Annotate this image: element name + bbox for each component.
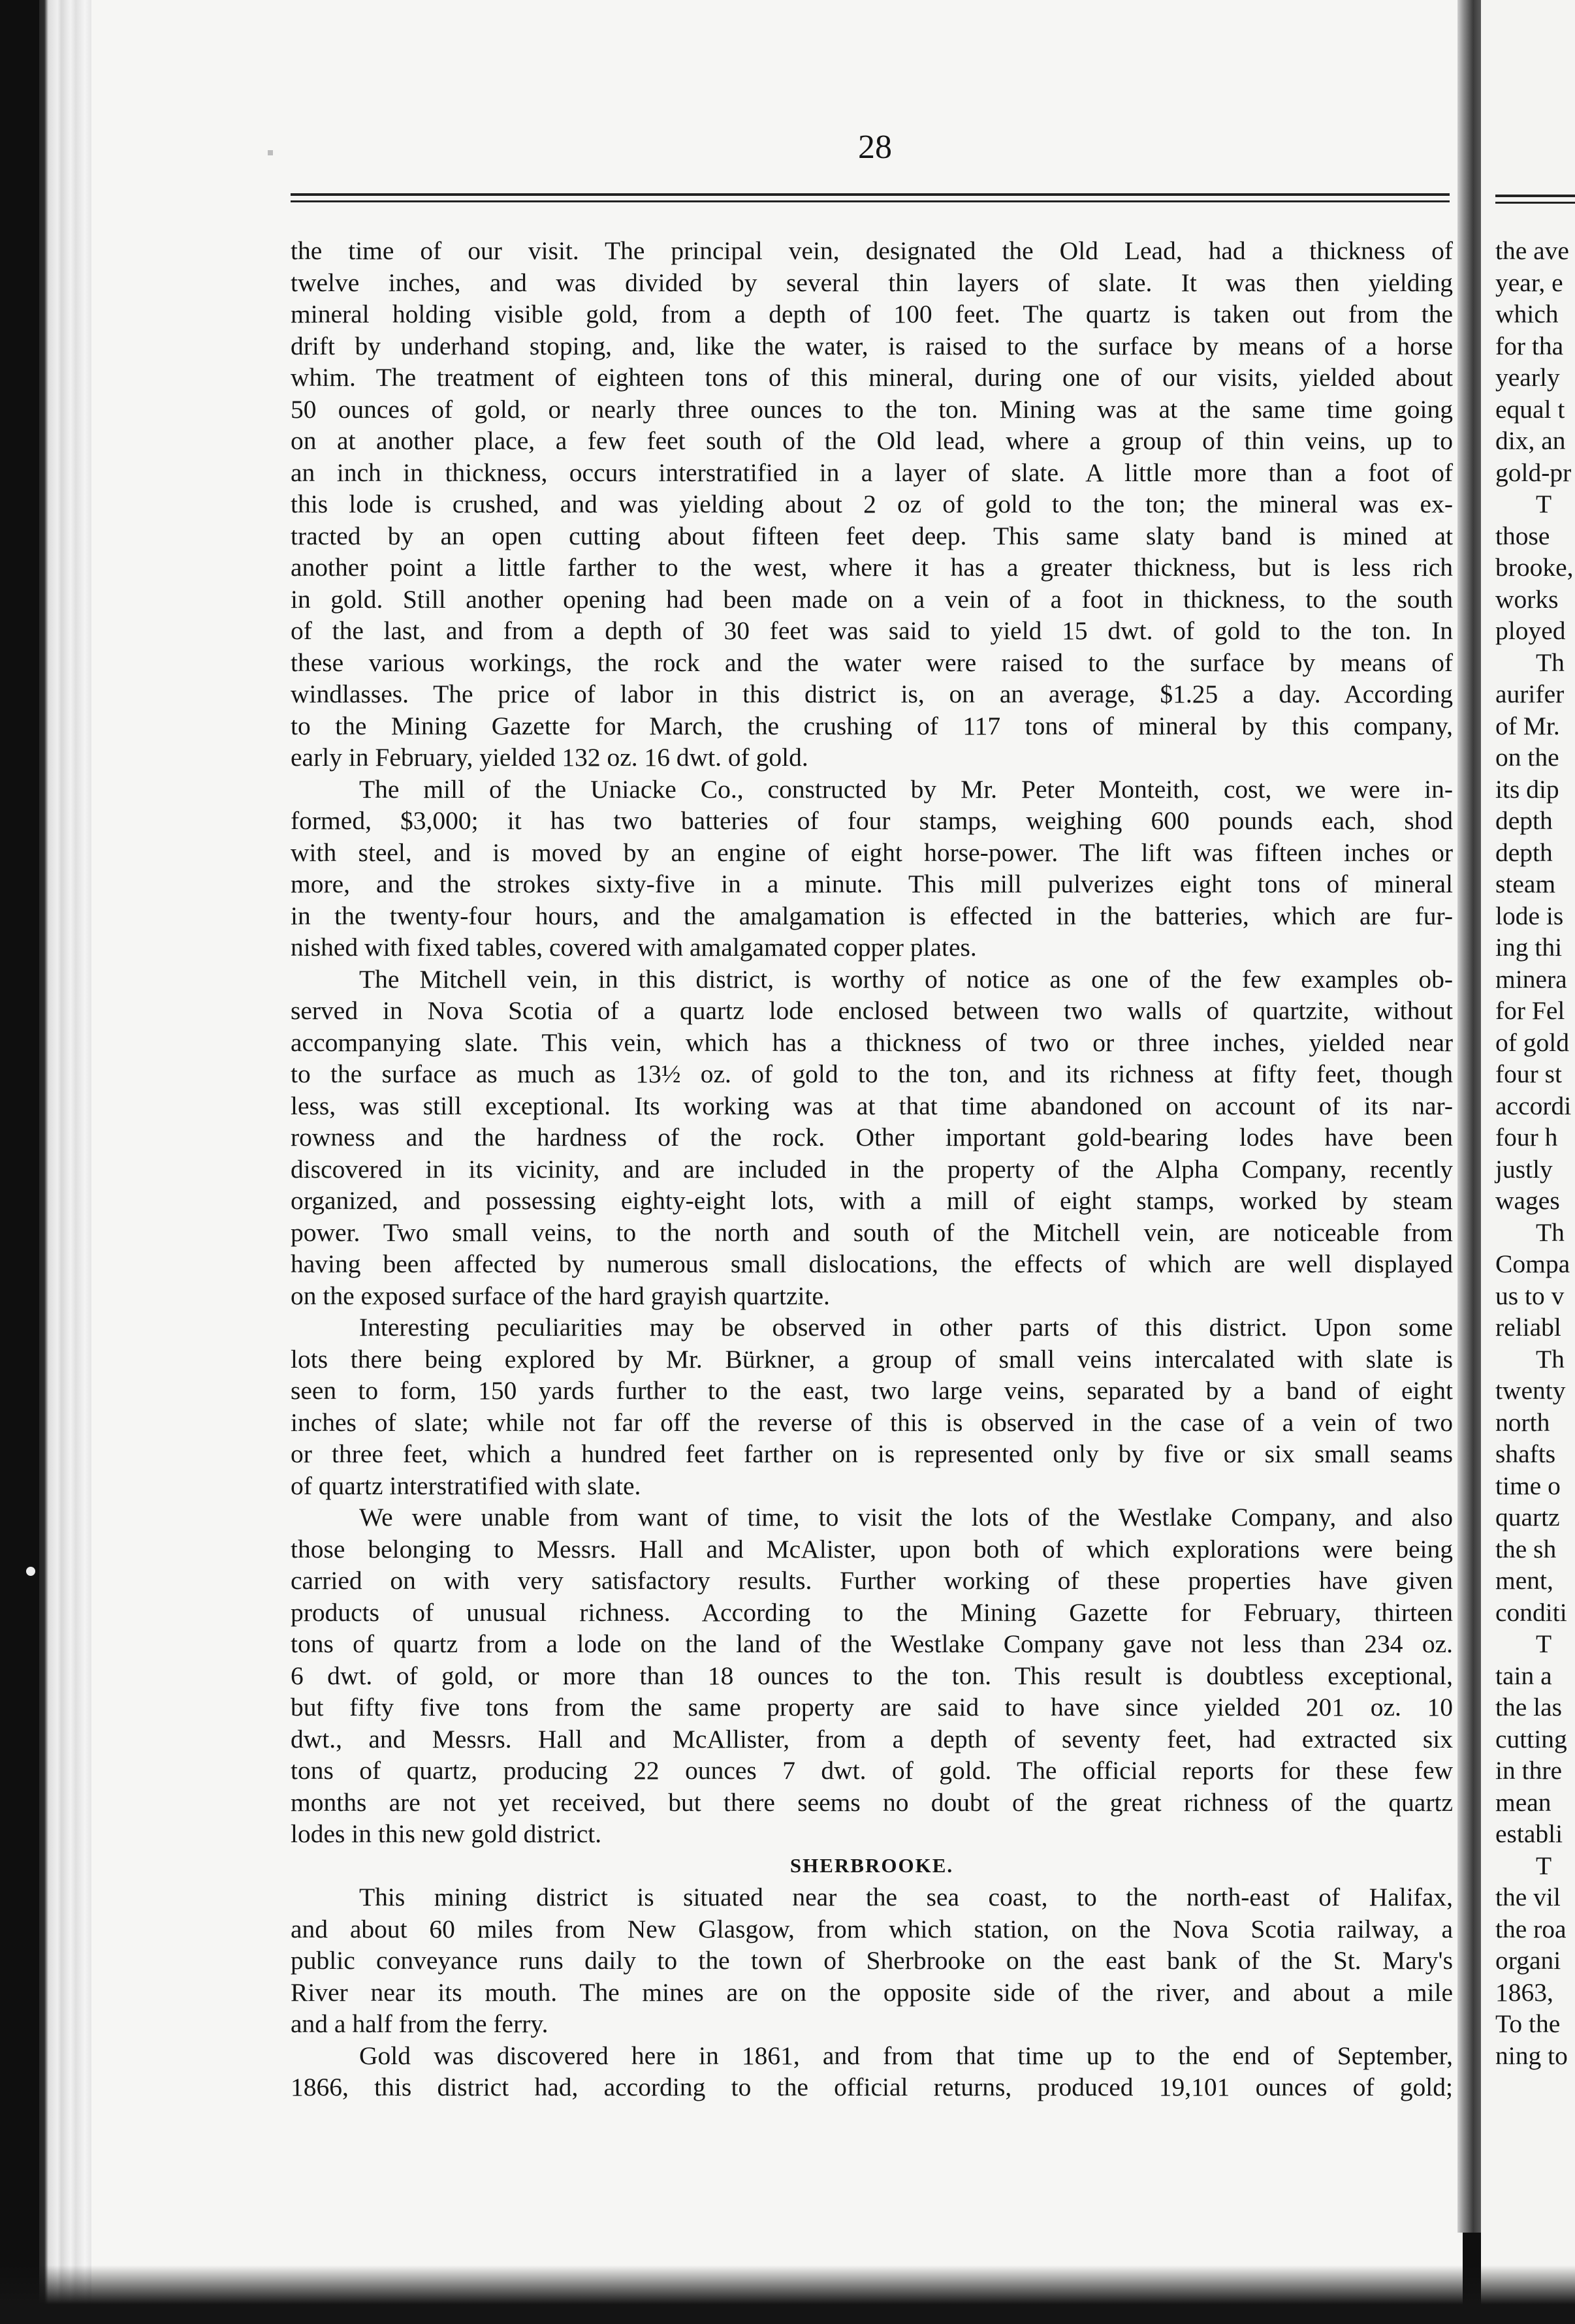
facing-page-fragment: tain a xyxy=(1495,1661,1552,1690)
text-line: Gold was discovered here in 1861, and from that time up to the end of September, xyxy=(359,2041,1453,2070)
text-line: inches of slate; while not far off the reverse of this is observed in the case of a vein of two xyxy=(291,1407,1453,1437)
text-line: more, and the strokes sixty-five in a minute. This mill pulverizes eight tons of mineral xyxy=(291,870,1453,898)
text-line: those belonging to Messrs. Hall and McAlister, upon both of which explorations were being xyxy=(291,1534,1453,1563)
facing-page-fragment: brooke, xyxy=(1495,553,1574,582)
text-line: this lode is crushed, and was yielding about 2 oz of gold to the ton; the mineral was ex- xyxy=(291,490,1453,518)
scan-speck xyxy=(268,150,273,155)
text-line: months are not yet received, but there seems no doubt of the great richness of the quartz xyxy=(291,1787,1453,1817)
text-line: early in February, yielded 132 oz. 16 dwt. of gold. xyxy=(291,743,808,772)
text-line: of the last, and from a depth of 30 feet was said to yield 15 dwt. of gold to the ton. In xyxy=(291,616,1453,645)
text-line: 6 dwt. of gold, or more than 18 ounces to the ton. This result is doubtless exceptional, xyxy=(291,1661,1453,1690)
facing-page-fragment: wages xyxy=(1495,1186,1560,1215)
facing-page-fragment: year, e xyxy=(1495,268,1563,297)
facing-page-fragment: cutting xyxy=(1495,1724,1567,1753)
text-line: with steel, and is moved by an engine of eight horse-power. The lift was fifteen inches or xyxy=(291,838,1453,867)
facing-page-fragment: gold-pr xyxy=(1495,458,1572,487)
text-line: tons of quartz from a lode on the land of the Westlake Company gave not less than 234 oz. xyxy=(291,1629,1453,1658)
text-line: these various workings, the rock and the water were raised to the surface by means of xyxy=(291,648,1453,677)
text-line: dwt., and Messrs. Hall and McAllister, from a depth of seventy feet, had extracted six xyxy=(291,1724,1453,1753)
text-line: an inch in thickness, occurs interstratified in a layer of slate. A little more than a foot of xyxy=(291,458,1453,487)
text-line: to the Mining Gazette for March, the crushing of 117 tons of mineral by this company, xyxy=(291,711,1453,740)
text-line: having been affected by numerous small dislocations, the effects of which are well displayed xyxy=(291,1249,1453,1278)
text-line: rowness and the hardness of the rock. Other important gold-bearing lodes have been xyxy=(291,1123,1453,1152)
page-number: 28 xyxy=(858,129,892,166)
facing-page-fragment: twenty xyxy=(1495,1376,1566,1405)
text-line: nished with fixed tables, covered with amalgamated copper plates. xyxy=(291,933,977,962)
facing-page-fragment: equal t xyxy=(1495,394,1565,424)
text-line: discovered in its vicinity, and are included in the property of the Alpha Company, recently xyxy=(291,1154,1453,1184)
text-line: lots there being explored by Mr. Bürkner, a group of small veins intercalated with slate is xyxy=(291,1344,1453,1374)
header-double-rule xyxy=(291,193,1450,202)
text-line: served in Nova Scotia of a quartz lode enclosed between two walls of quartzite, without xyxy=(291,996,1453,1025)
text-line: to the surface as much as 13½ oz. of gold to the ton, and its richness at fifty feet, though xyxy=(291,1060,1453,1088)
text-line: carried on with very satisfactory results. Further working of these properties have given xyxy=(291,1566,1453,1595)
facing-page-fragment: depth xyxy=(1495,806,1553,835)
text-line: tracted by an open cutting about fifteen feet deep. This same slaty band is mined at xyxy=(291,521,1453,550)
facing-page-fragment: accordi xyxy=(1495,1091,1572,1120)
text-line: and about 60 miles from New Glasgow, from which station, on the Nova Scotia railway, a xyxy=(291,1914,1453,1943)
text-line: products of unusual richness. According to the Mining Gazette for February, thirteen xyxy=(291,1597,1453,1627)
scan-speck xyxy=(26,1567,35,1576)
facing-page-fragment: ing thi xyxy=(1495,933,1563,962)
facing-page-fragment: the sh xyxy=(1495,1534,1557,1563)
bottom-scan-shadow xyxy=(0,2265,1575,2324)
text-line: organized, and possessing eighty-eight lots, with a mill of eight stamps, worked by steam xyxy=(291,1186,1453,1215)
text-line: less, was still exceptional. Its working was at that time abandoned on account of its nar- xyxy=(291,1091,1453,1120)
facing-page-fragment: its dip xyxy=(1495,774,1559,804)
section-heading: SHERBROOKE. xyxy=(789,1853,954,1877)
facing-page-fragment: ning to xyxy=(1495,2041,1568,2070)
facing-page-fragment: reliabl xyxy=(1495,1313,1561,1342)
facing-page-fragment: T xyxy=(1536,1629,1552,1658)
text-line: public conveyance runs daily to the town of Sherbrooke on the east bank of the St. Mary's xyxy=(291,1946,1453,1975)
text-line: in gold. Still another opening had been made on a vein of a foot in thickness, to the south xyxy=(291,584,1453,614)
facing-page-fragment: establi xyxy=(1495,1819,1563,1848)
facing-page-fragment: shafts xyxy=(1495,1439,1556,1468)
facing-page-fragment: the roa xyxy=(1495,1914,1567,1943)
facing-page-fragment: dix, an xyxy=(1495,426,1566,455)
text-line: but fifty five tons from the same property are said to have since yielded 201 oz. 10 xyxy=(291,1693,1453,1721)
facing-page-fragment: minera xyxy=(1495,964,1567,994)
text-line: on at another place, a few feet south of the Old lead, where a group of thin veins, up to xyxy=(291,426,1453,455)
facing-page-fragment: aurifer xyxy=(1495,680,1565,708)
facing-page-fragment: ment, xyxy=(1495,1566,1553,1595)
facing-page-fragment: the vil xyxy=(1495,1883,1561,1911)
facing-page-fragment: lode is xyxy=(1495,901,1564,930)
facing-page-fragment: yearly xyxy=(1495,363,1560,392)
text-line: lodes in this new gold district. xyxy=(291,1819,602,1848)
facing-page-fragment: the ave xyxy=(1495,236,1569,265)
facing-page-fragment: four st xyxy=(1495,1060,1563,1088)
facing-page-fragment: the las xyxy=(1495,1693,1563,1721)
facing-page-fragment: depth xyxy=(1495,838,1553,867)
text-line: the time of our visit. The principal vein, designated the Old Lead, had a thickness of xyxy=(291,236,1453,265)
facing-page-fragment: of gold xyxy=(1495,1028,1570,1057)
facing-page-fragment: justly xyxy=(1495,1154,1553,1184)
text-line: accompanying slate. This vein, which has a thickness of two or three inches, yielded near xyxy=(291,1028,1453,1057)
facing-page-fragment: four h xyxy=(1495,1123,1558,1152)
facing-page-fragment: T xyxy=(1536,1851,1552,1880)
text-line: The mill of the Uniacke Co., constructed by Mr. Peter Monteith, cost, we were in- xyxy=(359,774,1453,804)
book-gutter xyxy=(1457,0,1481,2233)
facing-page-fragment: on the xyxy=(1495,743,1559,772)
text-line: whim. The treatment of eighteen tons of this mineral, during one of our visits, yielded about xyxy=(291,363,1453,392)
facing-page-fragment: in thre xyxy=(1495,1756,1563,1785)
facing-page-fragment: works xyxy=(1495,584,1559,614)
facing-page-fragment: time o xyxy=(1495,1471,1561,1500)
text-line: This mining district is situated near the sea coast, to the north-east of Halifax, xyxy=(359,1883,1453,1911)
facing-page-fragment: those xyxy=(1495,521,1550,550)
facing-page-fragment: quartz xyxy=(1495,1503,1560,1531)
text-line: mineral holding visible gold, from a depth of 100 feet. The quartz is taken out from the xyxy=(291,300,1453,328)
facing-page-fragment: Compa xyxy=(1495,1249,1570,1278)
text-line: and a half from the ferry. xyxy=(291,2009,549,2038)
text-line: another point a little farther to the west, where it has a greater thickness, but is less rich xyxy=(291,553,1453,582)
facing-page-fragment: for tha xyxy=(1495,331,1564,360)
facing-page-fragment: mean xyxy=(1495,1787,1551,1817)
facing-page-fragment: for Fel xyxy=(1495,996,1565,1025)
facing-page-fragment: north xyxy=(1495,1407,1550,1437)
text-line: twelve inches, and was divided by several thin layers of slate. It was then yielding xyxy=(291,268,1453,297)
facing-page-fragment: To the xyxy=(1495,2009,1561,2038)
facing-page-rule xyxy=(1495,195,1575,204)
text-line: We were unable from want of time, to visit the lots of the Westlake Company, and also xyxy=(359,1503,1453,1531)
text-line: on the exposed surface of the hard grayish quartzite. xyxy=(291,1281,830,1310)
facing-page-fragment: organi xyxy=(1495,1946,1561,1975)
text-line: 50 ounces of gold, or nearly three ounces to the ton. Mining was at the same time going xyxy=(291,394,1453,424)
facing-page-fragment: which xyxy=(1495,300,1559,328)
text-line: of quartz interstratified with slate. xyxy=(291,1471,641,1500)
facing-page-fragment: steam xyxy=(1495,870,1556,898)
facing-page-fragment: us to v xyxy=(1495,1281,1565,1310)
text-line: Interesting peculiarities may be observed in other parts of this district. Upon some xyxy=(359,1313,1453,1342)
text-line: tons of quartz, producing 22 ounces 7 dwt. of gold. The official reports for these few xyxy=(291,1756,1453,1785)
text-line: drift by underhand stoping, and, like the water, is raised to the surface by means of a horse xyxy=(291,331,1453,360)
text-line: The Mitchell vein, in this district, is worthy of notice as one of the few examples ob- xyxy=(359,964,1453,994)
text-line: 1866, this district had, according to the official returns, produced 19,101 ounces of gold; xyxy=(291,2073,1453,2101)
facing-page-fragment: of Mr. xyxy=(1495,711,1560,740)
facing-page-fragment: conditi xyxy=(1495,1597,1567,1627)
facing-page-fragment: ployed xyxy=(1495,616,1566,645)
text-line: or three feet, which a hundred feet farther on is represented only by five or six small seams xyxy=(291,1439,1453,1468)
body-text-column xyxy=(291,235,1453,2103)
facing-page-fragment: Th xyxy=(1536,1217,1565,1247)
text-line: windlasses. The price of labor in this district is, on an average, $1.25 a day. According xyxy=(291,680,1453,708)
facing-page-fragment: 1863, xyxy=(1495,1977,1553,2007)
facing-page-fragment: Th xyxy=(1536,1344,1565,1374)
text-line: in the twenty-four hours, and the amalgamation is effected in the batteries, which are fur- xyxy=(291,901,1453,930)
text-line: formed, $3,000; it has two batteries of four stamps, weighing 600 pounds each, shod xyxy=(291,806,1453,835)
text-line: River near its mouth. The mines are on the opposite side of the river, and about a mile xyxy=(291,1977,1453,2007)
text-line: seen to form, 150 yards further to the east, two large veins, separated by a band of eight xyxy=(291,1376,1453,1405)
facing-page-fragment: T xyxy=(1536,490,1552,518)
facing-page-fragment: Th xyxy=(1536,648,1565,677)
text-line: power. Two small veins, to the north and south of the Mitchell vein, are noticeable from xyxy=(291,1217,1453,1247)
facing-page-text-fragments xyxy=(1495,235,1575,2071)
